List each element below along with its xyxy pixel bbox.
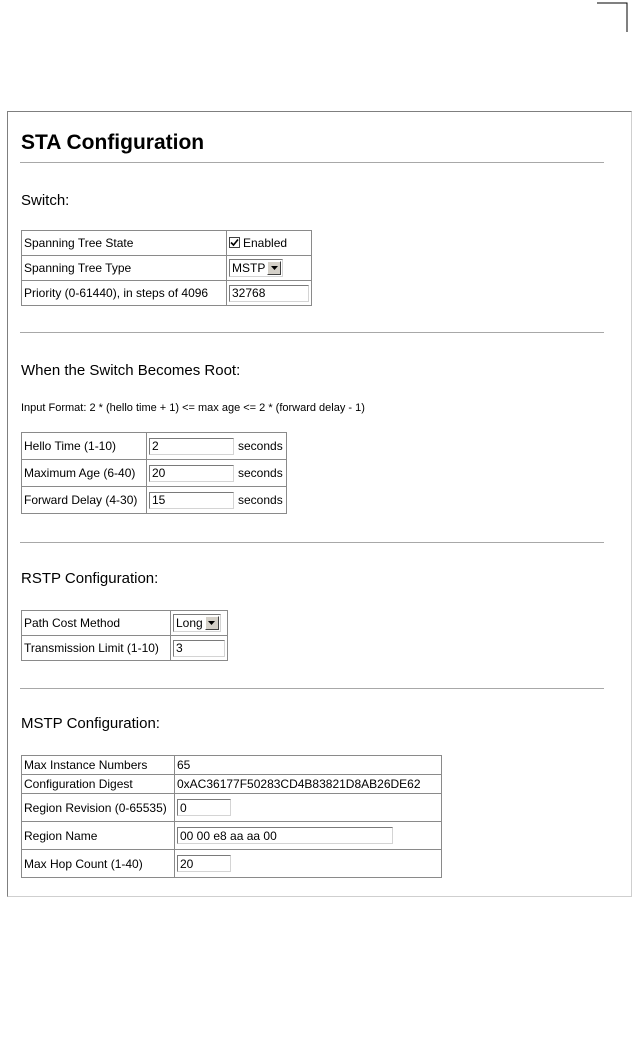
hello-time-input[interactable] (149, 438, 234, 455)
spanning-tree-type-value: MSTP (232, 261, 266, 275)
max-age-input[interactable] (149, 465, 234, 482)
forward-delay-cell (147, 487, 287, 514)
priority-input[interactable] (229, 285, 309, 302)
sta-configuration-panel (7, 111, 632, 897)
spanning-tree-type-label: Spanning Tree Type (22, 256, 227, 281)
table-row (22, 433, 287, 460)
table-row (22, 775, 442, 794)
transmission-limit-input[interactable] (173, 640, 225, 657)
switch-heading: Switch: (21, 192, 70, 209)
path-cost-method-label: Path Cost Method (22, 611, 171, 636)
divider (20, 332, 604, 333)
mstp-table (21, 755, 442, 878)
priority-label: Priority (0-61440), in steps of 4096 (22, 281, 227, 306)
chevron-down-icon[interactable] (267, 261, 281, 275)
hello-time-cell (147, 433, 287, 460)
spanning-tree-type-select[interactable] (229, 259, 283, 277)
max-instance-numbers-value: 65 (175, 756, 442, 775)
divider (20, 688, 604, 689)
forward-delay-input[interactable] (149, 492, 234, 509)
configuration-digest-label: Configuration Digest (22, 775, 175, 794)
hello-time-unit: seconds (238, 439, 283, 453)
table-row (22, 231, 312, 256)
region-revision-cell (175, 794, 442, 822)
spanning-tree-state-cell (227, 231, 312, 256)
priority-cell (227, 281, 312, 306)
configuration-digest-value: 0xAC36177F50283CD4B83821D8AB26DE62 (175, 775, 442, 794)
region-name-label: Region Name (22, 822, 175, 850)
max-hop-count-input[interactable] (177, 855, 231, 872)
max-instance-numbers-label: Max Instance Numbers (22, 756, 175, 775)
table-row (22, 281, 312, 306)
spanning-tree-state-label: Spanning Tree State (22, 231, 227, 256)
forward-delay-unit: seconds (238, 493, 283, 507)
chevron-down-icon[interactable] (205, 616, 219, 630)
path-cost-method-value: Long (176, 616, 203, 630)
max-hop-count-label: Max Hop Count (1-40) (22, 850, 175, 878)
transmission-limit-label: Transmission Limit (1-10) (22, 636, 171, 661)
checkmark-icon (230, 238, 239, 247)
table-row (22, 794, 442, 822)
forward-delay-label: Forward Delay (4-30) (22, 487, 147, 514)
rstp-heading: RSTP Configuration: (21, 570, 159, 587)
max-hop-count-cell (175, 850, 442, 878)
table-row (22, 756, 442, 775)
mstp-heading: MSTP Configuration: (21, 715, 160, 732)
table-row (22, 850, 442, 878)
transmission-limit-cell (171, 636, 228, 661)
table-row (22, 822, 442, 850)
max-age-unit: seconds (238, 466, 283, 480)
path-cost-method-cell (171, 611, 228, 636)
region-revision-input[interactable] (177, 799, 231, 816)
spanning-tree-state-checkbox[interactable] (229, 236, 287, 250)
table-row (22, 611, 228, 636)
input-format-note: Input Format: 2 * (hello time + 1) <= max age <= 2 * (forward delay - 1) (21, 402, 365, 414)
divider (20, 162, 604, 163)
page-corner-mark (597, 2, 628, 32)
spanning-tree-type-cell (227, 256, 312, 281)
root-table (21, 432, 287, 514)
region-revision-label: Region Revision (0-65535) (22, 794, 175, 822)
table-row (22, 487, 287, 514)
region-name-input[interactable] (177, 827, 393, 844)
divider (20, 542, 604, 543)
path-cost-method-select[interactable] (173, 614, 221, 632)
table-row (22, 460, 287, 487)
table-row (22, 636, 228, 661)
checkbox-box[interactable] (229, 237, 240, 248)
enabled-label: Enabled (243, 235, 288, 250)
region-name-cell (175, 822, 442, 850)
hello-time-label: Hello Time (1-10) (22, 433, 147, 460)
page-title: STA Configuration (21, 131, 205, 154)
switch-table (21, 230, 312, 306)
max-age-cell (147, 460, 287, 487)
rstp-table (21, 610, 228, 661)
table-row (22, 256, 312, 281)
max-age-label: Maximum Age (6-40) (22, 460, 147, 487)
root-heading: When the Switch Becomes Root: (21, 362, 241, 379)
